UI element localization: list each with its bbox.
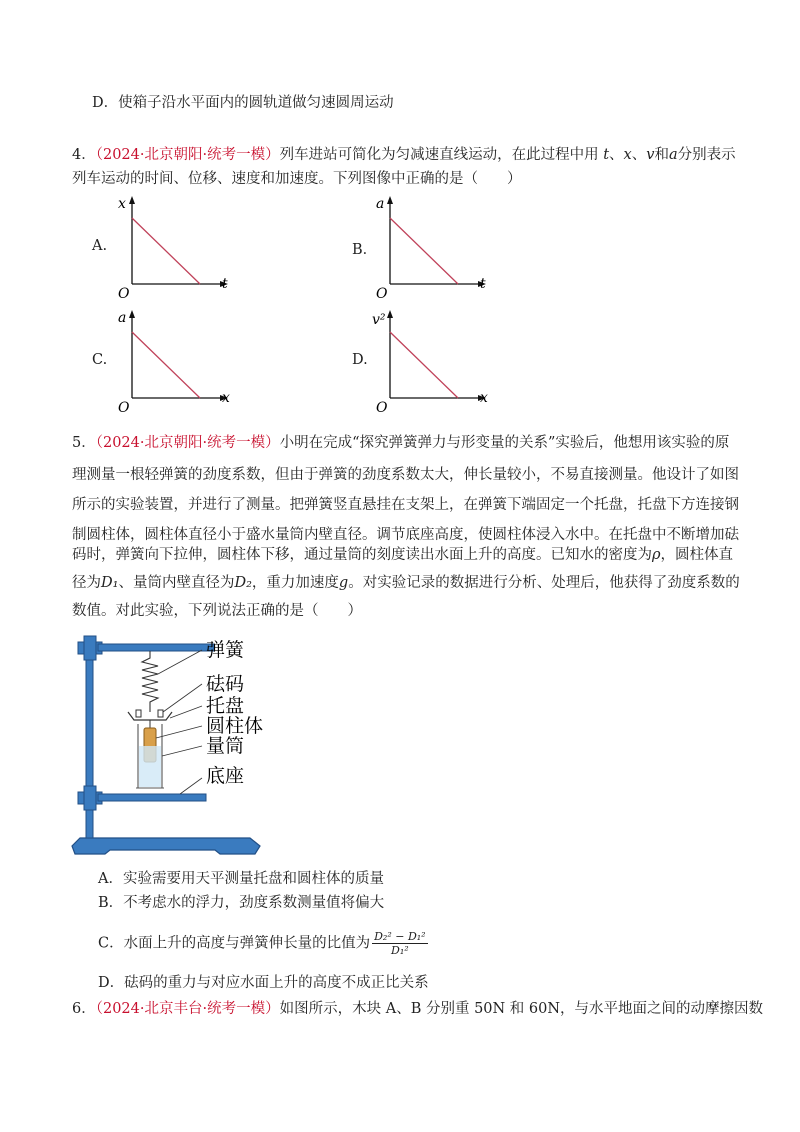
tray bbox=[128, 712, 172, 720]
label-weight: 砝码 bbox=[206, 673, 245, 695]
fraction-numerator: D₂² − D₁² bbox=[374, 930, 426, 943]
q5-stem-line4: 制圆柱体，圆柱体直径小于盛水量筒内壁直径。调节底座高度，使圆柱体浸入水中。在托盘中不断增加砝 bbox=[72, 527, 739, 543]
var-x: x bbox=[623, 147, 632, 163]
origin-label: O bbox=[376, 400, 388, 414]
top-arm bbox=[98, 644, 214, 651]
q5-option-b: B．不考虑水的浮力，劲度系数测量值将偏大 bbox=[98, 895, 385, 911]
fraction-denominator: D₁² bbox=[391, 944, 409, 957]
question-number: 5． bbox=[72, 435, 96, 451]
stem-text: 小明在完成“探究弹簧弹力与形变量的关系”实验后，他想用该实验的原 bbox=[279, 435, 730, 451]
q5-stem-line2: 理测量一根轻弹簧的劲度系数，但由于弹簧的劲度系数太大，伸长量较小，不易直接测量。他设计了如图 bbox=[72, 467, 739, 483]
q4-graph-a bbox=[110, 194, 240, 300]
q4-option-b-label: B． bbox=[352, 242, 378, 258]
var-g: g bbox=[338, 575, 349, 591]
label-measuring-cylinder: 量筒 bbox=[206, 735, 245, 757]
q5-stem-line1 bbox=[72, 432, 729, 454]
y-axis-label: x bbox=[118, 196, 126, 212]
y-axis-label: a bbox=[118, 310, 127, 326]
q4-graph-b bbox=[368, 194, 498, 300]
q5-stem-line7: 数值。对此实验，下列说法正确的是（ ） bbox=[72, 603, 362, 619]
label-base: 底座 bbox=[206, 765, 245, 787]
source-tag: （2024·北京朝阳·统考一模） bbox=[95, 435, 280, 451]
label-cylinder: 圆柱体 bbox=[206, 715, 264, 737]
q4-option-d-label: D. bbox=[352, 352, 368, 368]
var-v: v bbox=[646, 147, 655, 163]
option-text: C．水面上升的高度与弹簧伸长量的比值为 bbox=[98, 935, 371, 952]
stem-text: 如图所示，木块 A、B 分别重 50N 和 60N，与水平地面之间的动摩擦因数 bbox=[279, 1001, 764, 1017]
q5-option-a: A．实验需要用天平测量托盘和圆柱体的质量 bbox=[98, 871, 384, 887]
var-d2: D₂ bbox=[234, 575, 252, 591]
question-number: 6． bbox=[72, 1001, 96, 1017]
origin-label: O bbox=[376, 286, 388, 300]
q4-stem-line1: 4．（2024·北京朝阳·统考一模）列车进站可简化为匀减速直线运动，在此过程中用 t、x、v和a分别表示 bbox=[72, 147, 736, 163]
y-axis-label: v² bbox=[372, 312, 386, 328]
q5-stem-line5 bbox=[72, 544, 733, 566]
q5-option-d: D．砝码的重力与对应水面上升的高度不成正比关系 bbox=[98, 975, 429, 991]
stem-text: 和 bbox=[654, 147, 669, 163]
q3-option-d: D．使箱子沿水平面内的圆轨道做匀速圆周运动 bbox=[92, 95, 394, 111]
stem-text: 径为 bbox=[72, 575, 101, 591]
x-axis-label: x bbox=[222, 390, 230, 406]
question-number: 4． bbox=[72, 147, 96, 163]
stem-text: ，重力加速度 bbox=[251, 575, 339, 591]
q5-option-c bbox=[98, 930, 428, 957]
stem-text: 、量筒内壁直径为 bbox=[118, 575, 235, 591]
var-rho: ρ bbox=[652, 547, 661, 563]
x-axis-label: t bbox=[222, 276, 228, 292]
stem-text: 。对实验记录的数据进行分析、处理后，他获得了劲度系数的 bbox=[348, 575, 740, 591]
var-d1: D₁ bbox=[101, 575, 119, 591]
origin-label: O bbox=[118, 286, 130, 300]
q5-stem-line6 bbox=[72, 572, 740, 594]
stem-text: 列车进站可简化为匀减速直线运动，在此过程中用 bbox=[279, 147, 599, 163]
q4-graph-c bbox=[110, 308, 240, 414]
stem-text: 分别表示 bbox=[677, 147, 736, 163]
q5-stem-line3: 所示的实验装置，并进行了测量。把弹簧竖直悬挂在支架上，在弹簧下端固定一个托盘，托盘下方连接钢 bbox=[72, 497, 739, 513]
spring bbox=[142, 651, 158, 712]
stand-base bbox=[72, 838, 260, 854]
stem-text: ，圆柱体直 bbox=[660, 547, 734, 563]
q4-graph-d bbox=[368, 308, 498, 414]
label-tray: 托盘 bbox=[206, 695, 245, 717]
q5-apparatus-figure bbox=[70, 628, 280, 864]
stem-text: 码时，弹簧向下拉伸，圆柱体下移，通过量筒的刻度读出水面上升的高度。已知水的密度为 bbox=[72, 547, 652, 563]
q4-stem-line2: 列车运动的时间、位移、速度和加速度。下列图像中正确的是（ ） bbox=[72, 171, 522, 187]
q6-stem-line1 bbox=[72, 998, 763, 1020]
x-axis-label: t bbox=[480, 276, 486, 292]
var-a: a bbox=[668, 147, 678, 163]
fraction bbox=[372, 930, 428, 957]
source-tag: （2024·北京丰台·统考一模） bbox=[95, 1001, 280, 1017]
x-axis-label: x bbox=[480, 390, 488, 406]
q4-option-a-label: A. bbox=[92, 238, 108, 254]
source-tag: （2024·北京朝阳·统考一模） bbox=[95, 147, 280, 163]
var-t: t bbox=[603, 147, 610, 163]
origin-label: O bbox=[118, 400, 130, 414]
label-spring: 弹簧 bbox=[206, 639, 245, 661]
q4-option-c-label: C. bbox=[92, 352, 108, 368]
y-axis-label: a bbox=[376, 196, 385, 212]
lower-arm bbox=[98, 794, 206, 801]
